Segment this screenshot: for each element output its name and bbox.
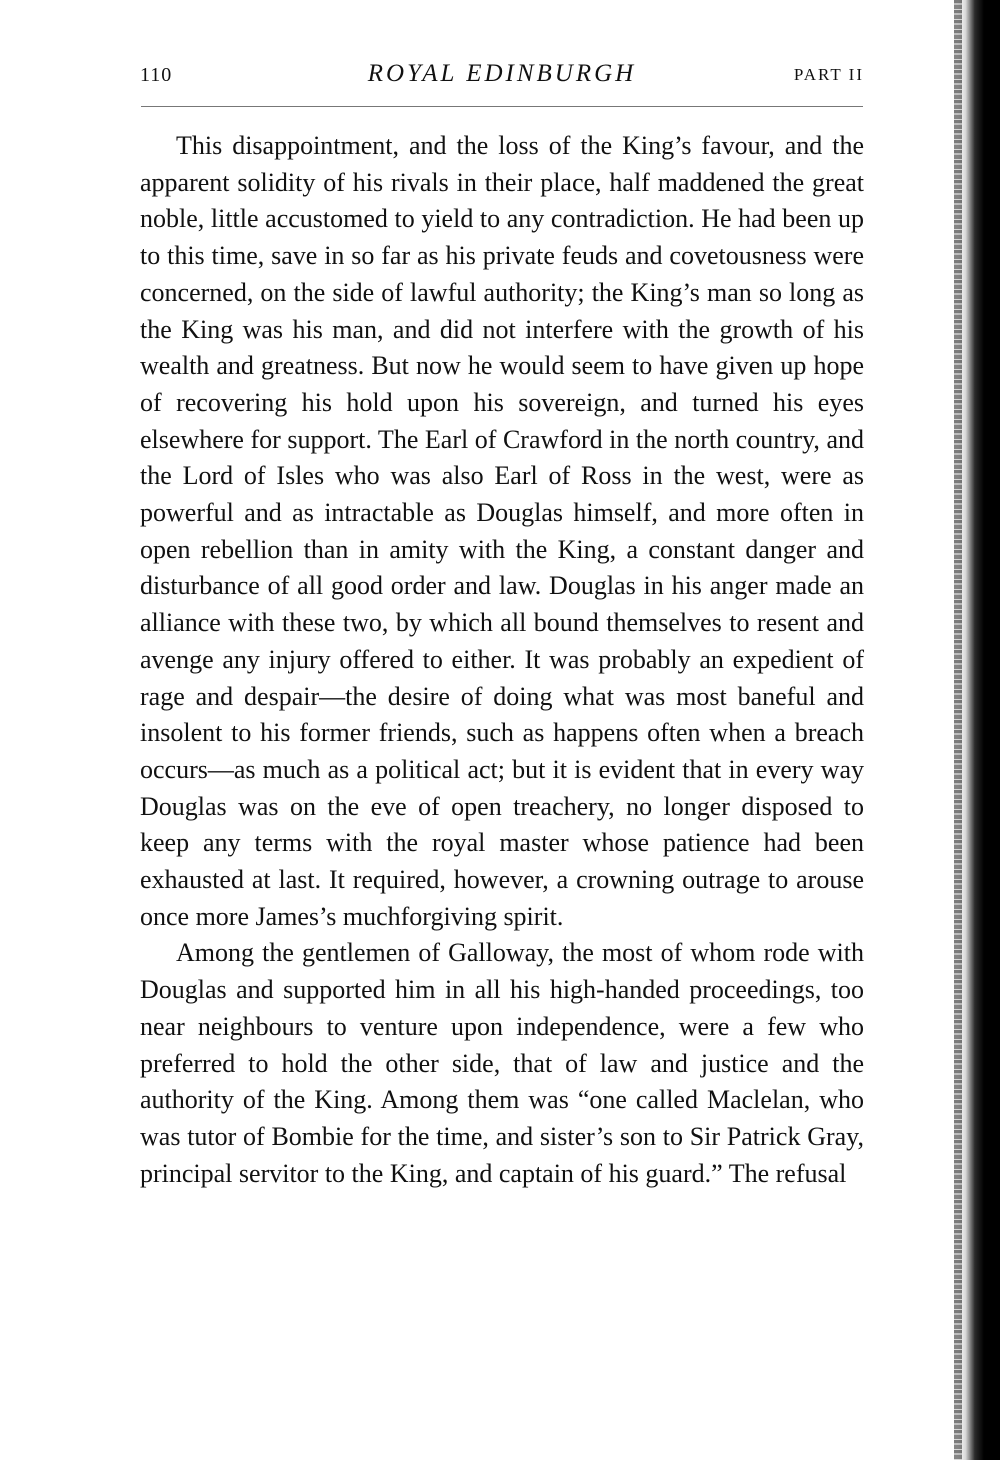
scanned-page-edge-texture — [954, 0, 962, 1460]
header-rule — [141, 106, 863, 107]
paragraph-2: Among the gentlemen of Galloway, the most of whom rode with Douglas and supported him in all his high-handed proceedings, too near neighbours to venture upon independence, were a few who preferred to hold the other side, that of law and justice and the authority of the King. Among them was “one called Maclelan, who was tutor of Bombie for the time, and sister’s son to Sir Patrick Gray, principal servitor to the King, and captain of his guard.” The refusal — [140, 938, 864, 1188]
scanned-page-edge — [958, 0, 1000, 1460]
body-text — [140, 128, 864, 1192]
page-number: 110 — [140, 64, 173, 86]
running-header — [140, 60, 864, 96]
running-title: ROYAL EDINBURGH — [367, 60, 637, 87]
paragraph-1: This disappointment, and the loss of the King’s favour, and the apparent solidity of his rivals in their place, half maddened the great noble, little accustomed to yield to any contradiction. He had been up to this time, save in so far as his private feuds and covetousness were concerned, on the side of lawful authority; the King’s man so long as the King was his man, and did not interfere with the growth of his wealth and greatness. But now he would seem to have given up hope of recovering his hold upon his sovereign, and turned his eyes elsewhere for support. The Earl of Crawford in the north country, and the Lord of Isles who was also Earl of Ross in the west, were as powerful and as intractable as Douglas himself, and more often in open rebellion than in amity with the King, a constant danger and disturbance of all good order and law. Douglas in his anger made an alliance with these two, by which all bound themselves to resent and avenge any injury offered to either. It was probably an expedient of rage and despair—the desire of doing what was most baneful and insolent to his former friends, such as happens often when a breach occurs—as much as a political act; but it is evident that in every way Douglas was on the eve of open treachery, no longer disposed to keep any terms with the royal master whose patience had been exhausted at last. It required, however, a crowning outrage to arouse once more James’s muchforgiving spirit. — [140, 131, 864, 931]
part-label: PART II — [793, 65, 864, 84]
